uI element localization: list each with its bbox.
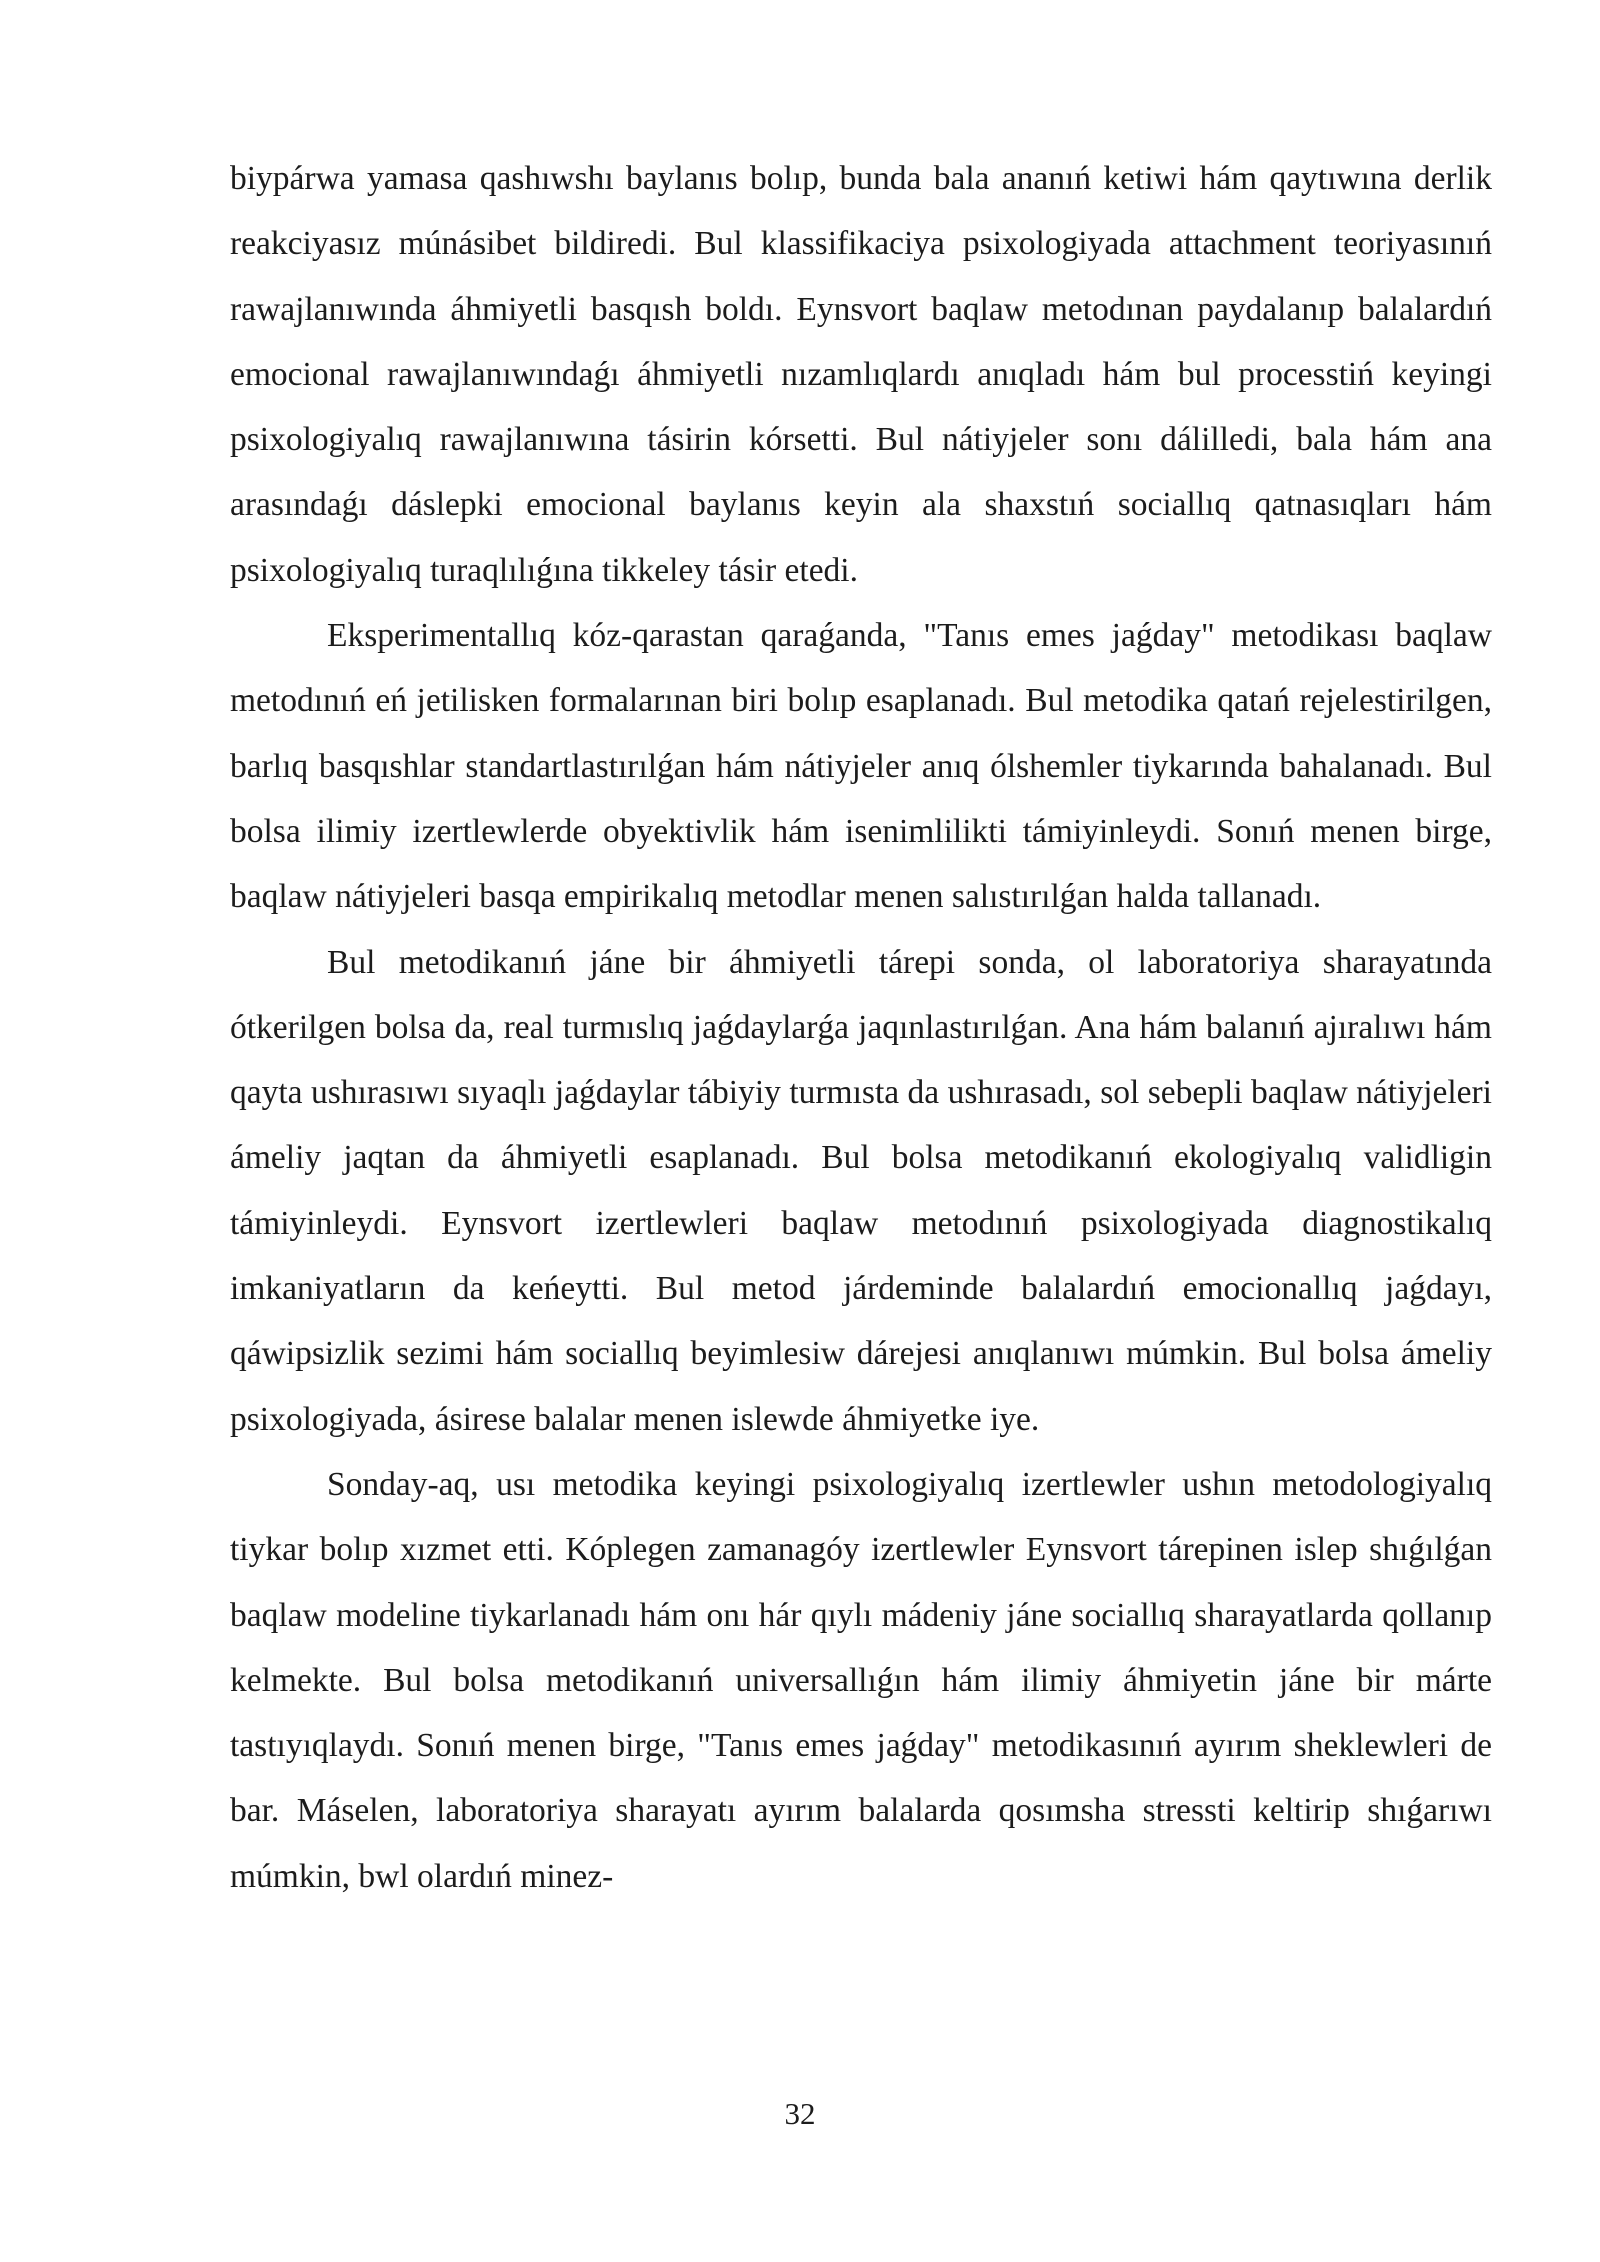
paragraph-ecological-validity: Bul metodikanıń jáne bir áhmiyetli tárepi sonda, ol laboratoriya sharayatında ótkerilgen bolsa da, real turmıslıq jaǵdaylarǵa jaqınlastırılǵan. Ana hám balanıń ajıralıwı hám qayta ushırasıwı sıyaqlı jaǵdaylar tábiyiy turmısta da ushırasadı, sol sebepli baqlaw nátiyjeleri ámeliy jaqtan da áhmiyetli esaplanadı. Bul bolsa metodikanıń ekologiyalıq validligin támiyinleydi. Eynsvort izertlewleri baqlaw metodınıń psixologiyada diagnostikalıq imkaniyatların da keńeytti. Bul metod járdeminde balalardıń emocionallıq jaǵdayı, qáwipsizlik sezimi hám sociallıq beyimlesiw dárejesi anıqlanıwı múmkin. Bul bolsa ámeliy psixologiyada, ásirese balalar menen islewde áhmiyetke iye. — [230, 943, 1492, 1438]
paragraph-experimental: Eksperimentallıq kóz-qarastan qaraǵanda, "Tanıs emes jaǵday" metodikası baqlaw metodınıń eń jetilisken formalarınan biri bolıp esaplanadı. Bul metodika qatań rejelestirilgen, barlıq basqıshlar standartlastırılǵan hám nátiyjeler anıq ólshemler tiykarında bahalanadı. Bul bolsa ilimiy izertlewlerde obyektivlik hám isenimlilikti támiyinleydi. Sonıń menen birge, baqlaw nátiyjeleri basqa empirikalıq metodlar menen salıstırılǵan halda tallanadı. — [230, 617, 1492, 916]
paragraph-methodology: Sonday-aq, usı metodika keyingi psixologiyalıq izertlewler ushın metodologiyalıq tiykar bolıp xızmet etti. Kóplegen zamanagóy izertlewler Eynsvort tárepinen islep shıǵılǵan baqlaw modeline tiykarlanadı hám onı hár qıylı mádeniy jáne sociallıq sharayatlarda qollanıp kelmekte. Bul bolsa metodikanıń universallıǵın hám ilimiy áhmiyetin jáne bir márte tastıyıqlaydı. Sonıń menen birge, "Tanıs emes jaǵday" metodikasınıń ayırım sheklewleri de bar. Máselen, laboratoriya sharayatı ayırım balalarda qosımsha stressti keltirip shıǵarıwı múmkin, bwl olardıń minez- — [230, 1465, 1492, 1895]
body-text — [230, 146, 1492, 1909]
paragraph-continuation: biypárwa yamasa qashıwshı baylanıs bolıp, bunda bala ananıń ketiwi hám qaytıwına derlik reakciyasız múnásibet bildiredi. Bul klassifikaciya psixologiyada attachment teoriyasınıń rawajlanıwında áhmiyetli basqısh boldı. Eynsvort baqlaw metodınan paydalanıp balalardıń emocional rawajlanıwındaǵı áhmiyetli nızamlıqlardı anıqladı hám bul processtiń keyingi psixologiyalıq rawajlanıwına tásirin kórsetti. Bul nátiyjeler sonı dálilledi, bala hám ana arasındaǵı dáslepki emocional baylanıs keyin ala shaxstıń sociallıq qatnasıqları hám psixologiyalıq turaqlılıǵına tikkeley tásir etedi. — [230, 160, 1492, 589]
page-number: 32 — [784, 2096, 816, 2131]
